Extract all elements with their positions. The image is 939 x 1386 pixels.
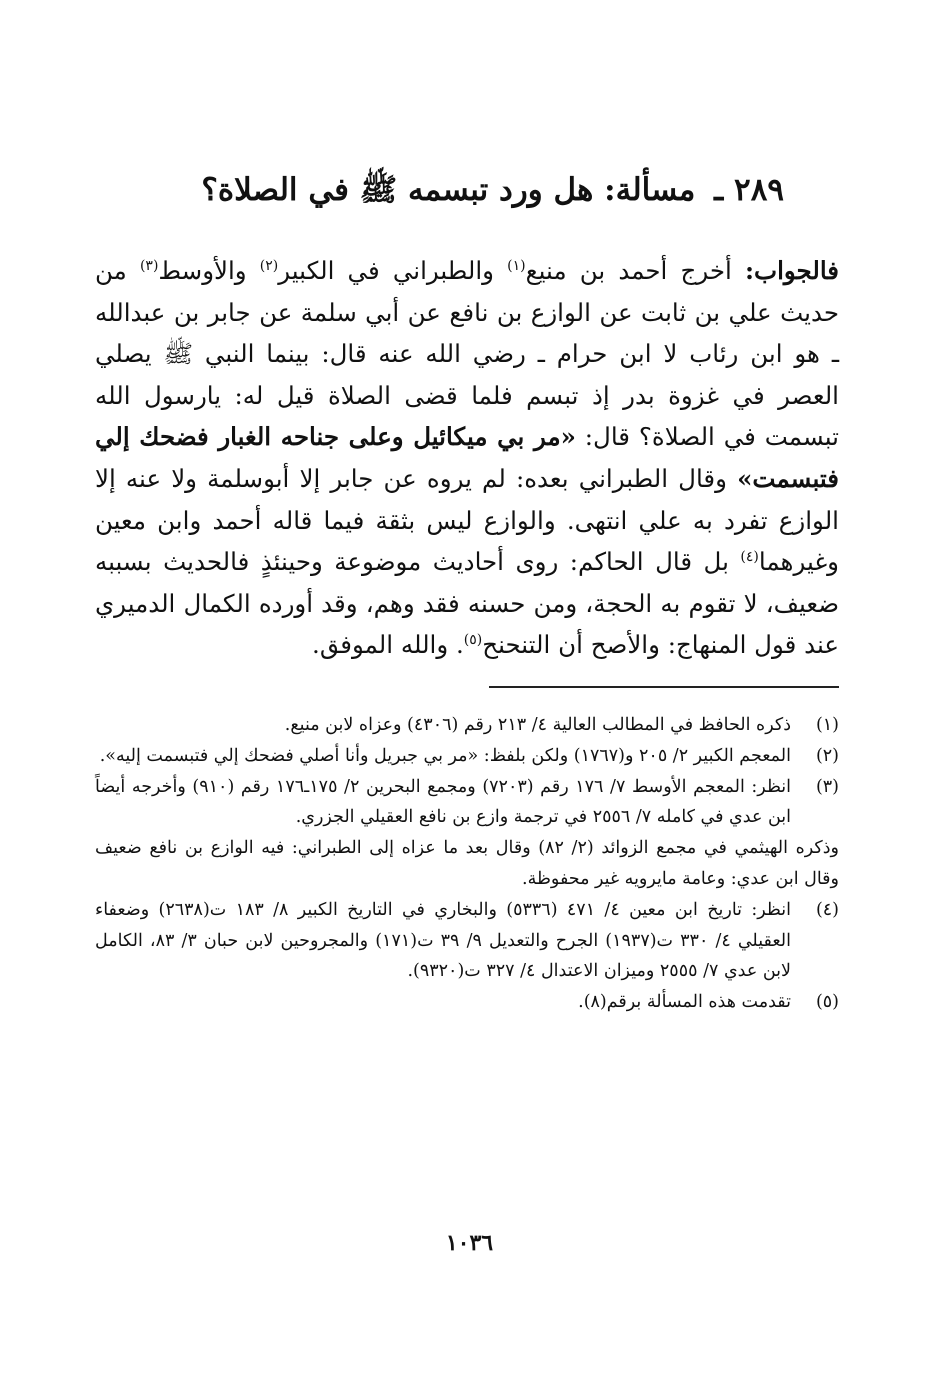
footnote-ref-5: (٥)	[463, 632, 483, 649]
answer-text-6: بل قال الحاكم: روى أحاديث موضوعة وحينئذٍ فالحديث بسببه ضعيف، لا تقوم به الحجة، ومن حسنه فقد وهم، وقد أورده الكمال الدميري عند قول المنهاج: والأصح أن التنحنح	[95, 547, 839, 660]
footnote-ref-2: (٢)	[259, 257, 279, 274]
footnote-text: تقدمت هذه المسألة برقم(٨).	[578, 992, 791, 1013]
footnote-item	[95, 772, 839, 834]
footnote-text: ذكره الحافظ في المطالب العالية ٤/ ٢١٣ رقم (٤٣٠٦) وعزاه لابن منيع.	[284, 714, 791, 735]
answer-text-1: أخرج أحمد بن منيع	[525, 256, 745, 285]
footnote-item	[95, 895, 839, 987]
footnote-divider	[489, 686, 839, 688]
footnotes	[95, 710, 839, 1018]
answer-paragraph	[95, 250, 839, 666]
footnote-text: انظر: تاريخ ابن معين ٤/ ٤٧١ (٥٣٣٦) والبخاري في التاريخ الكبير ٨/ ١٨٣ ت(٢٦٣٨) وضعفاء العقيلي ٤/ ٣٣٠ ت(١٩٣٧) الجرح والتعديل ٩/ ٣٩ ت(١٧١) والمجروحين لابن حبان ٣/ ٨٣، الكامل لابن عدي ٧/ ٢٥٥٥ وميزان الاعتدال ٤/ ٣٢٧ ت(٩٣٢٠).	[95, 899, 792, 982]
page-number: ١٠٣٦	[445, 1230, 494, 1256]
question-title: مسألة: هل ورد تبسمه ﷺ في الصلاة؟	[201, 172, 696, 208]
footnote-item	[95, 987, 839, 1018]
footnote-text: المعجم الكبير ٢/ ٢٠٥ و(١٧٦٧) ولكن بلفظ: «مر بي جبريل وأنا أصلي فضحك إلي فتبسمت إليه».	[99, 745, 791, 766]
footnote-continuation: وذكره الهيثمي في مجمع الزوائد (٢/ ٨٢) وقال بعد ما عزاه إلى الطبراني: فيه الوازع بن نافع ضعيف وقال ابن عدي: وعامة مايرويه غير محفوظة.	[95, 838, 839, 889]
answer-text-3: والأوسط	[158, 256, 260, 285]
footnote-number: (٢)	[815, 745, 839, 766]
answer-text-5: وقال الطبراني بعده: لم يروه عن جابر إلا أبوسلمة ولا عنه إلا الوازع تفرد به علي انتهى. والوازع ليس بثقة فيما قاله أحمد وابن معين وغيرهما	[95, 463, 839, 577]
footnote-ref-1: (١)	[507, 257, 526, 274]
question-heading	[95, 168, 839, 212]
footnote-ref-3: (٣)	[139, 257, 159, 274]
answer-text-7: . والله الموفق.	[312, 630, 464, 660]
footnote-number: (٥)	[815, 992, 839, 1013]
hadith-quote: «مر بي ميكائيل وعلى جناحه الغبار فضحك إلي فتبسمت»	[95, 422, 839, 493]
answer-lead: فالجواب:	[744, 256, 839, 285]
footnote-number: (٣)	[815, 776, 839, 797]
footnote-text: انظر: المعجم الأوسط ٧/ ١٧٦ رقم (٧٢٠٣) ومجمع البحرين ٢/ ١٧٥ـ١٧٦ رقم (٩١٠) وأخرجه أيضاً ابن عدي في كامله ٧/ ٢٥٥٦ في ترجمة وازع بن نافع العقيلي الجزري.	[95, 776, 792, 828]
question-number: ٢٨٩ ـ	[714, 172, 784, 208]
answer-text-2: والطبراني في الكبير	[278, 256, 508, 285]
page-content	[95, 150, 839, 1018]
footnote-item	[95, 741, 839, 772]
footnote-ref-4: (٤)	[740, 549, 759, 565]
footnote-number: (١)	[815, 714, 839, 735]
answer-text-4: من حديث علي بن ثابت عن الوازع بن نافع عن أبي سلمة عن جابر بن عبدالله ـ هو ابن رئاب لا ابن حرام ـ رضي الله عنه قال: بينما النبي ﷺ يصلي العصر في غزوة بدر إذ تبسم فلما قضى الصلاة قيل له: يارسول الله تبسمت في الصلاة؟ قال:	[95, 256, 840, 452]
footnote-number: (٤)	[815, 899, 839, 920]
footnote-item	[95, 710, 839, 741]
